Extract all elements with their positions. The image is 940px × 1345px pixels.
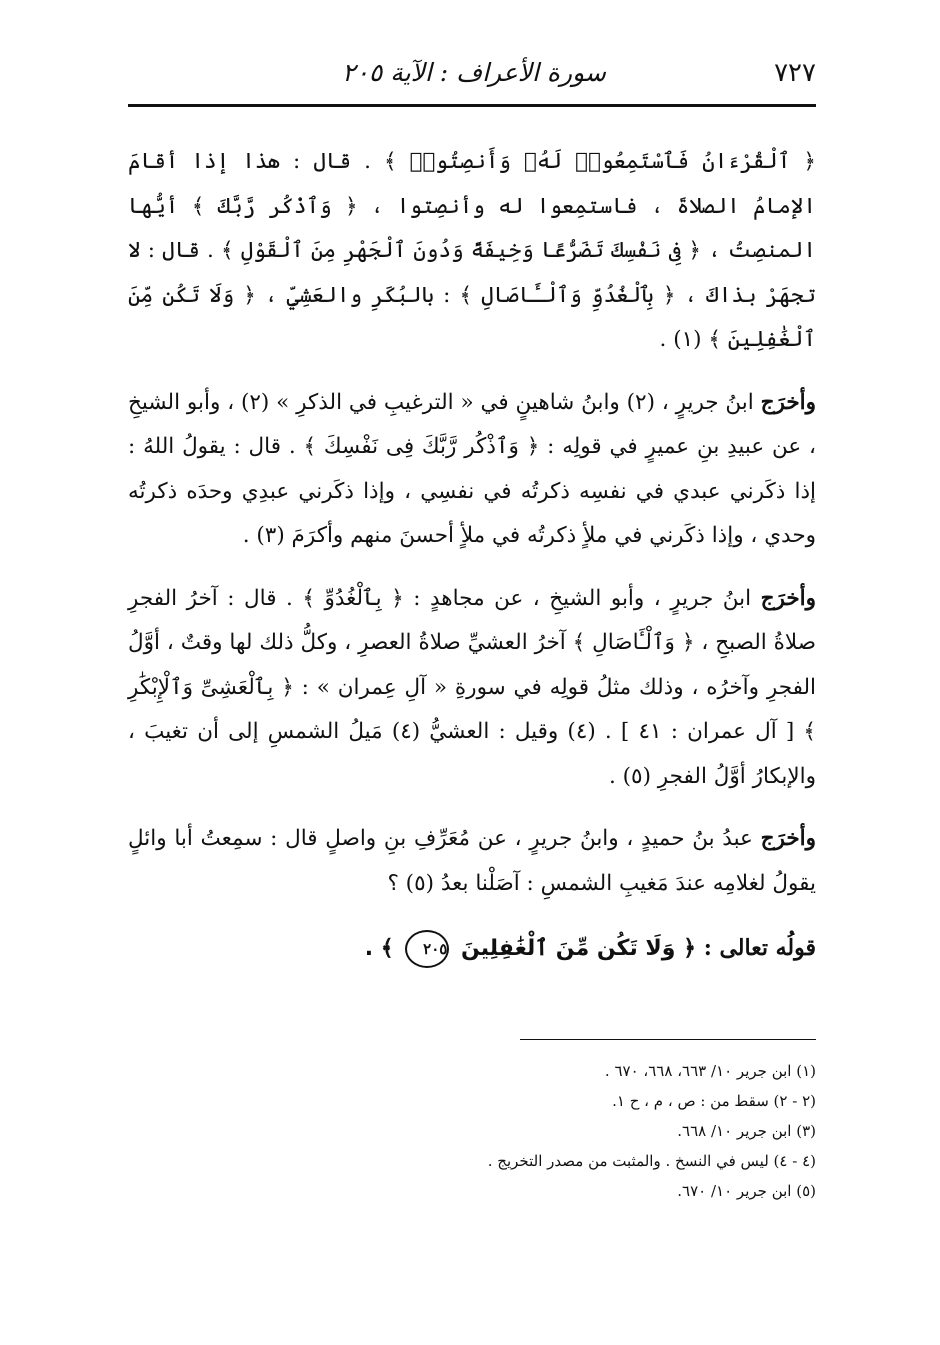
paragraph-4 — [128, 817, 816, 906]
verse-heading-label: قولُه تعالى : — [703, 935, 816, 961]
footnote: (٢ - ٢) سقط من : ص ، م ، ح ١. — [612, 1092, 816, 1110]
paragraph-text: ابنُ جريرٍ ، (٢) وابنُ شاهينٍ في « الترغيبِ في الذكرِ » (٢) ، وأبو الشيخِ ، عن عبيدِ بنِ عميرٍ في قولِه : ﴿ وَٱذْكُر رَّبَّكَ فِى نَفْسِكَ ﴾ . قال : يقولُ اللهُ : إذا ذكَرني عبدي في نفسِه ذكرتُه في نفسِي ، وإذا ذكَرني عبدِي وحدَه ذكرتُه وحدي ، وإذا ذكَرني في ملأٍ ذكرتُه في ملأٍ أحسنَ منهم وأكرَمَ (٣) . — [128, 389, 816, 548]
verse-quote-close: ﴾ . — [364, 936, 394, 961]
paragraph-lead: وأخرَج — [760, 826, 816, 851]
paragraph-3 — [128, 577, 816, 800]
main-text — [128, 140, 816, 973]
paragraph-lead: وأخرَج — [760, 389, 816, 415]
footnote: (٣) ابن جرير ١٠/ ٦٦٨. — [677, 1122, 816, 1140]
paragraph-1 — [128, 140, 816, 363]
footnotes — [400, 1056, 816, 1206]
verse-heading — [128, 924, 816, 973]
verse-quote: ﴿ وَلَا تَكُن مِّنَ ٱلْغَٰفِلِينَ — [460, 936, 697, 961]
paragraph-text: ابنُ جريرٍ ، وأبو الشيخِ ، عن مجاهدٍ : ﴿ بِٱلْغُدُوِّ ﴾ . قال : آخرُ الفجرِ صلاةُ الصبحِ ، ﴿ وَٱلْـَٔاصَالِ ﴾ آخرُ العشيِّ صلاةُ العصرِ ، وكلُّ ذلك لها وقتٌ ، أوَّلُ الفجرِ وآخرُه ، وذلك مثلُ قولِه في سورةِ « آلِ عِمران » : ﴿ بِٱلْعَشِىِّ وَٱلْإِبْكَٰرِ ﴾ [ آل عمران : ٤١ ] . (٤) وقيل : العشيُّ (٤) مَيلُ الشمسِ إلى أن تغيبَ ، والإبكارُ أوَّلُ الفجرِ (٥) . — [128, 585, 816, 789]
footnote: (٤ - ٤) ليس في النسخ . والمثبت من مصدر التخريج . — [487, 1152, 816, 1170]
running-head — [132, 58, 816, 98]
header-rule — [128, 104, 816, 107]
paragraph-text: عبدُ بنُ حميدٍ ، وابنُ جريرٍ ، عن مُعَرِّفِ بنِ واصلٍ قال : سمِعتُ أبا وائلٍ يقولُ لغلامِه عندَ مَغيبِ الشمسِ : آصَلْنا بعدُ (٥) ؟ — [128, 826, 816, 896]
footnote: (١) ابن جرير ١٠/ ٦٦٣، ٦٦٨، ٦٧٠ . — [604, 1062, 816, 1080]
verse-number-medallion: ٢٠٥ — [405, 930, 449, 968]
surah-title: سورة الأعراف : الآية ٢٠٥ — [342, 58, 606, 87]
paragraph-lead: وأخرَج — [760, 585, 816, 611]
footnote-rule — [520, 1039, 816, 1040]
page-number: ٧٢٧ — [774, 58, 816, 88]
paragraph-2 — [128, 381, 816, 559]
paragraph-text: ﴿ ٱلْقُرْءَانُ فَٱسْتَمِعُوا۟ لَهُۥ وَأَنصِتُوا۟ ﴾ . قال : هذا إذا أقامَ الإمامُ الصلاةَ ، فاستمِعوا له وأنصِتوا ، ﴿ وَٱذْكُر رَّبَّكَ ﴾ أيُّها المنصِتُ ، ﴿ فِى نَفْسِكَ تَضَرُّعًا وَخِيفَةً وَدُونَ ٱلْجَهْرِ مِنَ ٱلْقَوْلِ ﴾ . قال : لا تجهَرْ بذاكَ ، ﴿ بِٱلْغُدُوِّ وَٱلْـَٔاصَالِ ﴾ : بالبُكَرِ والعَشِيِّ ، ﴿ وَلَا تَكُن مِّنَ ٱلْغَٰفِلِينَ ﴾ (١) . — [128, 149, 816, 352]
footnote: (٥) ابن جرير ١٠/ ٦٧٠. — [677, 1182, 816, 1200]
